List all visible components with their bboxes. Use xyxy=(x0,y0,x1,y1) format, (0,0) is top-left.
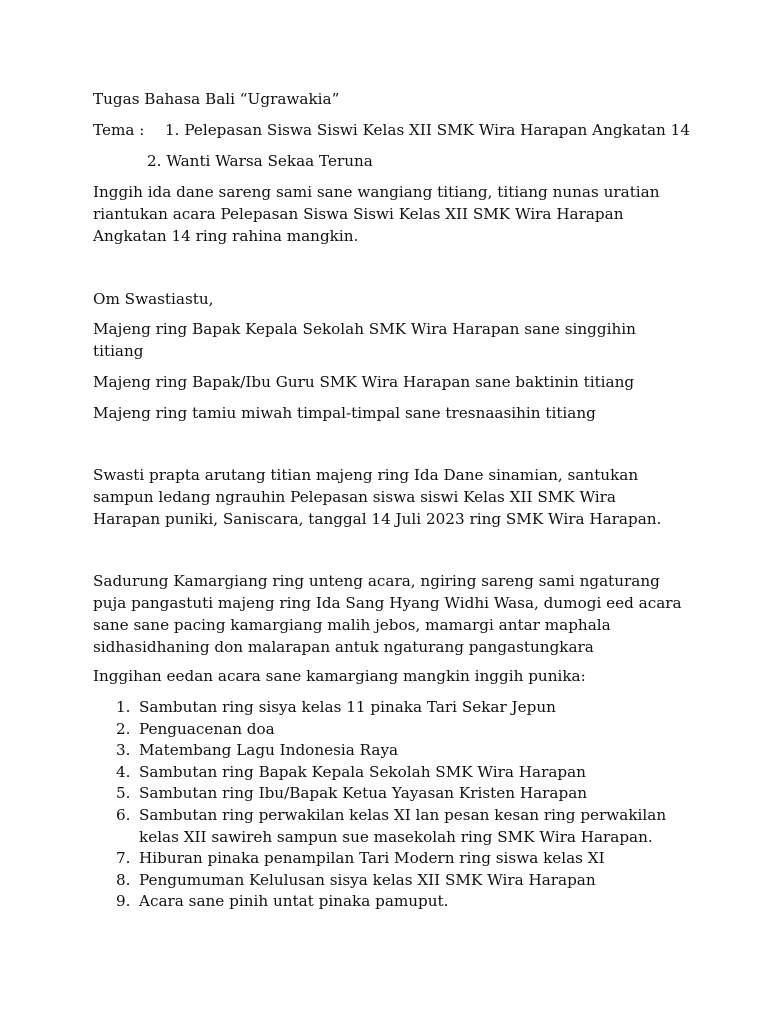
list-intro: Inggihan eedan acara sane kamargiang mangkin inggih punika: xyxy=(93,667,586,685)
majeng-line-1: Majeng ring Bapak Kepala Sekolah SMK Wira Harapan sane singgihin titiang xyxy=(93,320,636,360)
majeng-line-3: Majeng ring tamiu miwah timpal-timpal sane tresnaasihin titiang xyxy=(93,404,596,422)
list-item: 6. Sambutan ring perwakilan kelas XI lan pesan kesan ring perwakilan kelas XII sawireh sampun sue masekolah ring SMK Wira Harapan. xyxy=(116,805,667,846)
intro-paragraph: Inggih ida dane sareng sami sane wangiang titiang, titiang nunas uratian riantukan acara Pelepasan Siswa Siswi Kelas XII SMK Wira Harapan Angkatan 14 ring rahina mangkin. xyxy=(93,183,660,245)
tema-item-2: 2. Wanti Warsa Sekaa Teruna xyxy=(147,152,373,170)
list-item: 1. Sambutan ring sisya kelas 11 pinaka Tari Sekar Jepun xyxy=(116,698,556,716)
list-item: 3. Matembang Lagu Indonesia Raya xyxy=(116,741,399,760)
list-item: 5. Sambutan ring Ibu/Bapak Ketua Yayasan Kristen Harapan xyxy=(116,784,588,803)
swasti-paragraph: Swasti prapta arutang titian majeng ring Ida Dane sinamian, santukan sampun ledang ngrauhin Pelepasan siswa siswi Kelas XII SMK Wira Harapan puniki, Saniscara, tanggal 14 Juli 2023 ring SMK Wira Harapan. xyxy=(93,466,662,528)
tema-item-1: 1. Pelepasan Siswa Siswi Kelas XII SMK Wira Harapan Angkatan 14 xyxy=(165,121,690,139)
tema-prefix: Tema : xyxy=(93,121,145,139)
greeting: Om Swastiastu, xyxy=(93,290,214,308)
list-item: 9. Acara sane pinih untat pinaka pamuput. xyxy=(116,892,449,911)
list-item: 2. Penguacenan doa xyxy=(116,719,275,738)
majeng-line-2: Majeng ring Bapak/Ibu Guru SMK Wira Harapan sane baktinin titiang xyxy=(93,373,635,391)
sadurung-paragraph: Sadurung Kamargiang ring unteng acara, ngiring sareng sami ngaturang puja pangastuti majeng ring Ida Sang Hyang Widhi Wasa, dumogi eed acara sane sane pacing kamargiang malih jebos, mamargi antar maphala sidhasidhaning don malarapan antuk ngaturang pangastungkara xyxy=(93,572,682,656)
document-title: Tugas Bahasa Bali “Ugrawakia” xyxy=(93,90,340,108)
list-item: 4. Sambutan ring Bapak Kepala Sekolah SMK Wira Harapan xyxy=(116,762,586,781)
list-item: 7. Hiburan pinaka penampilan Tari Modern ring siswa kelas XI xyxy=(116,849,605,868)
list-item: 8. Pengumuman Kelulusan sisya kelas XII SMK Wira Harapan xyxy=(116,870,596,889)
acara-list xyxy=(93,697,693,913)
